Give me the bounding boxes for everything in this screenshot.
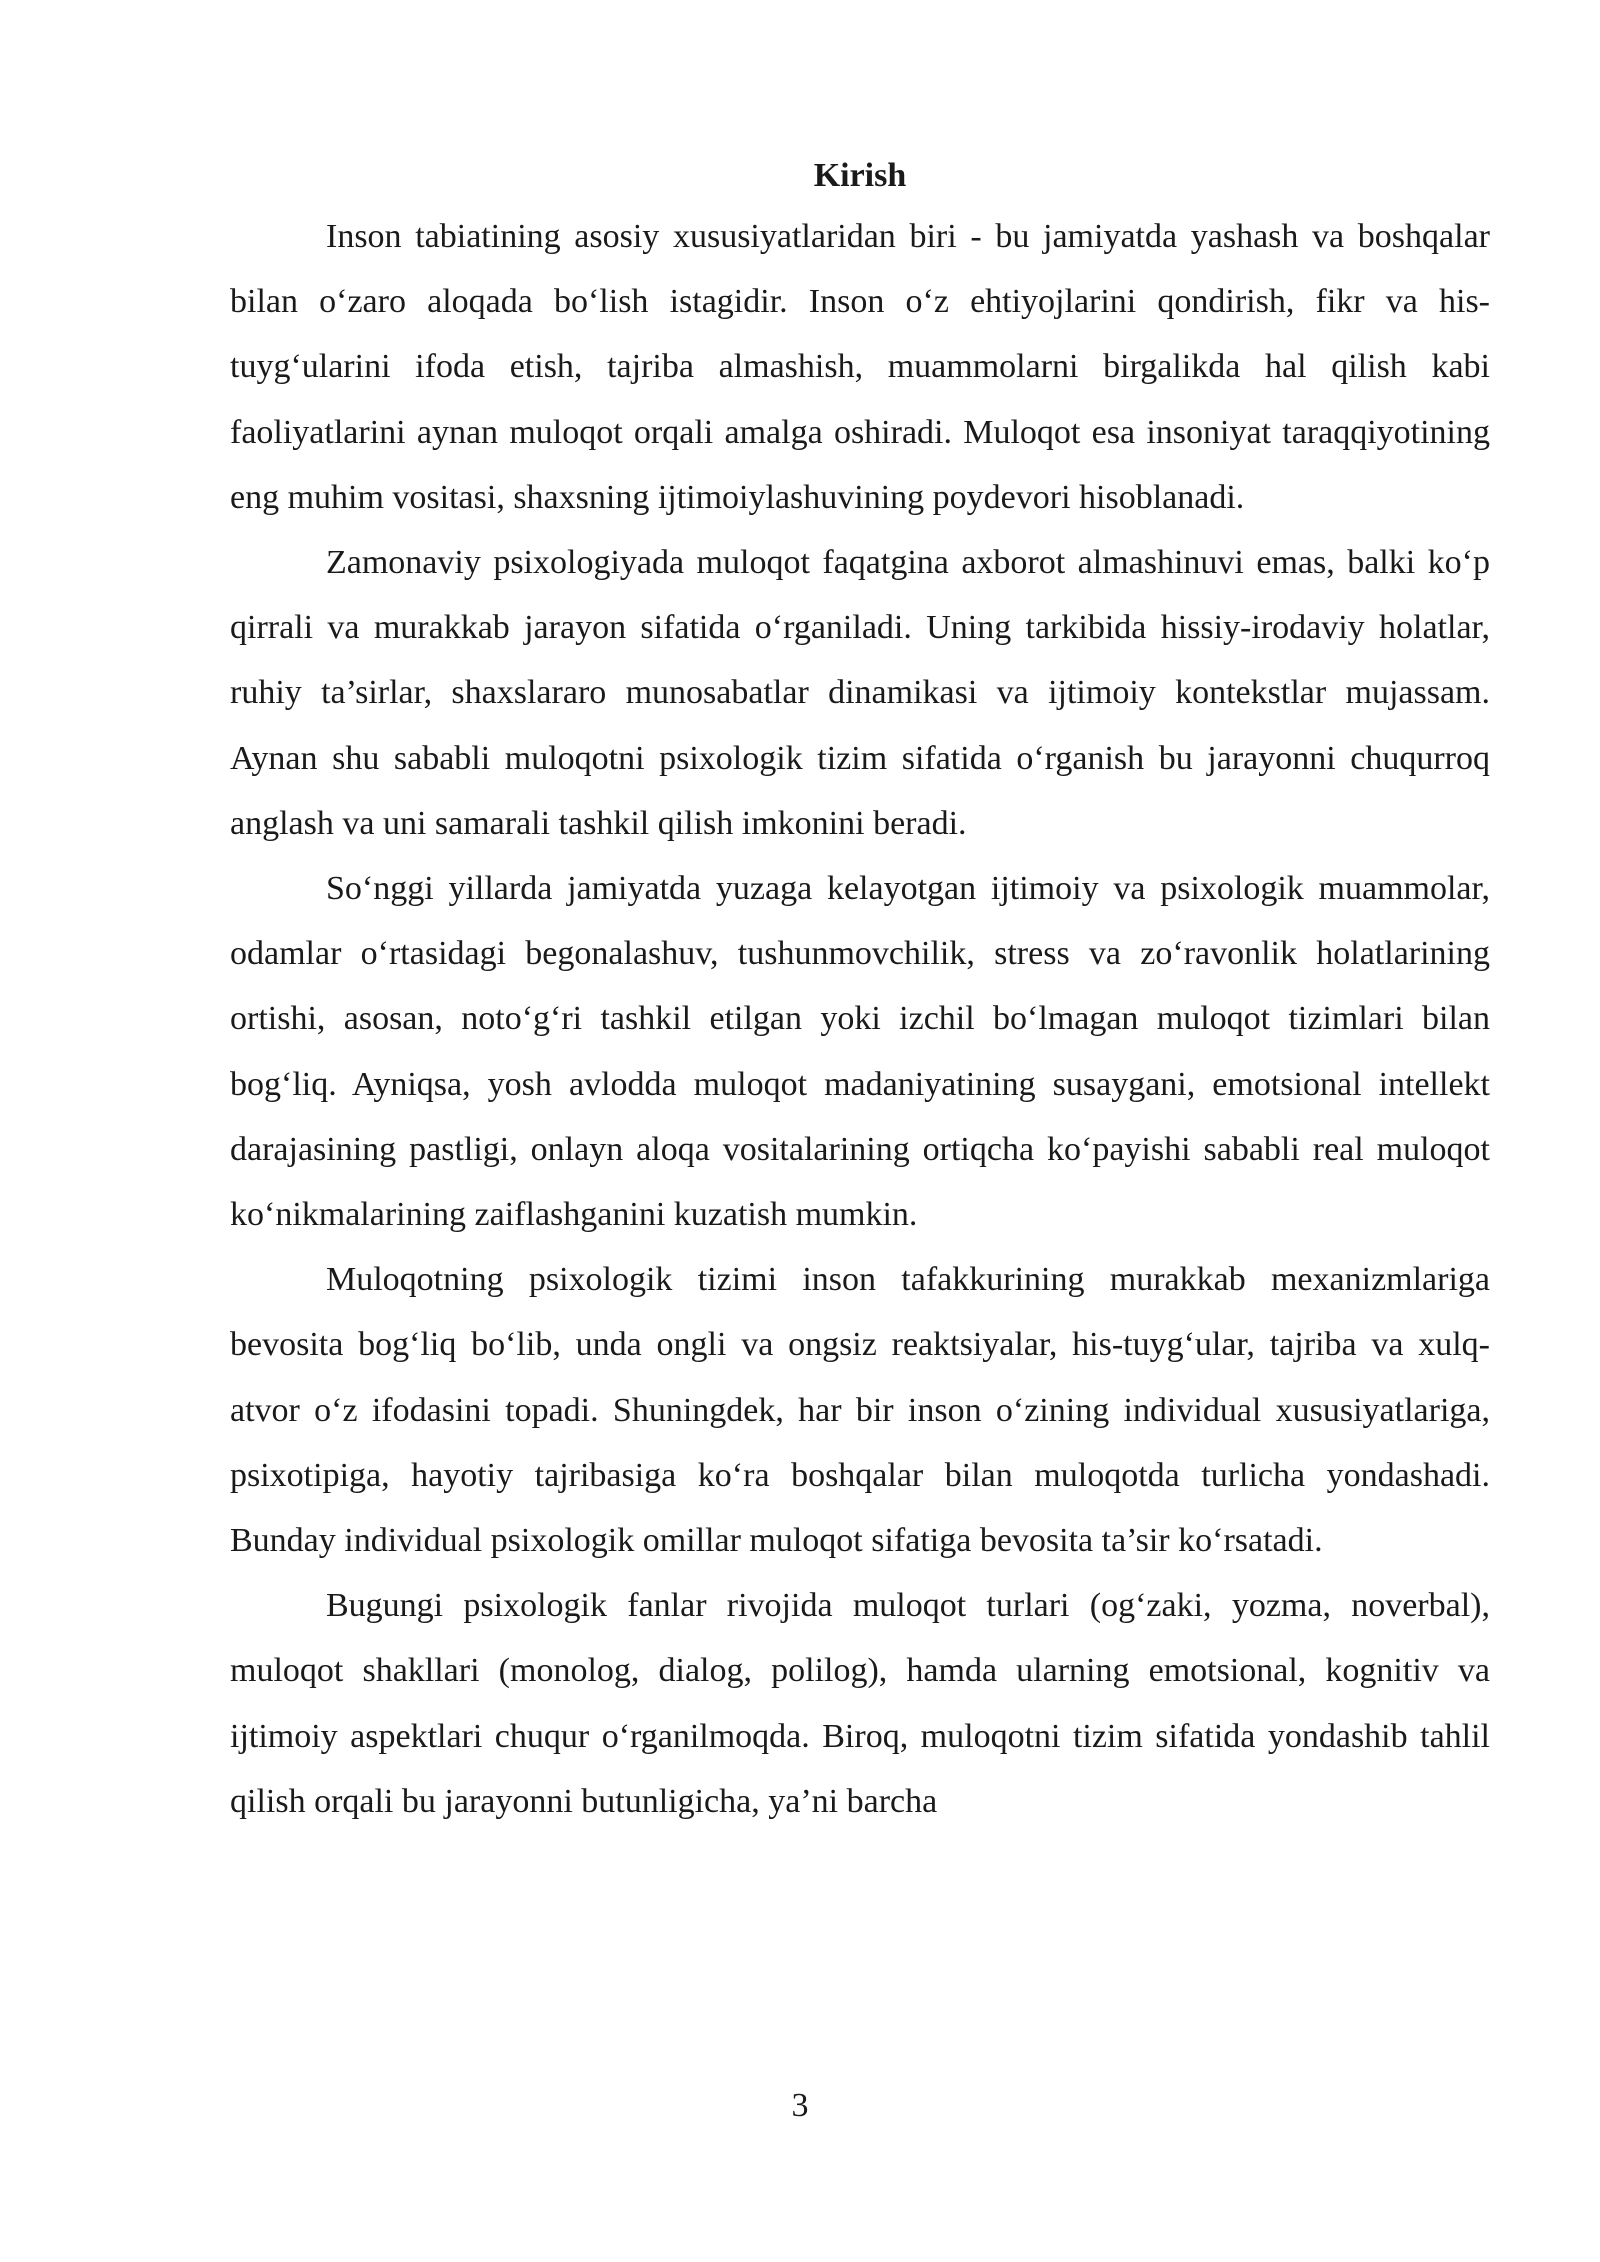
paragraph-2: Zamonaviy psixologiyada muloqot faqatgina axborot almashinuvi emas, balki ko‘p qirrali va murakkab jarayon sifatida o‘rganiladi. Uning tarkibida hissiy-irodaviy holatlar, ruhiy ta’sirlar, shaxslararo munosabatlar dinamikasi va ijtimoiy kontekstlar mujassam. Aynan shu sababli muloqotni psixologik tizim sifatida o‘rganish bu jarayonni chuqurroq anglash va uni samarali tashkil qilish imkonini beradi. — [230, 544, 1490, 842]
page-number: 3 — [791, 2087, 809, 2124]
paragraph-3: So‘nggi yillarda jamiyatda yuzaga kelayotgan ijtimoiy va psixologik muammolar, odamlar o‘rtasidagi begonalashuv, tushunmovchilik, stress va zo‘ravonlik holatlarining ortishi, asosan, noto‘g‘ri tashkil etilgan yoki izchil bo‘lmagan muloqot tizimlari bilan bog‘liq. Ayniqsa, yosh avlodda muloqot madaniyatining susaygani, emotsional intellekt darajasining pastligi, onlayn aloqa vositalarining ortiqcha ko‘payishi sababli real muloqot ko‘nikmalarining zaiflashganini kuzatish mumkin. — [230, 870, 1490, 1234]
paragraph-4: Muloqotning psixologik tizimi inson tafakkurining murakkab mexanizmlariga bevosita bog‘liq bo‘lib, unda ongli va ongsiz reaktsiyalar, his-tuyg‘ular, tajriba va xulq-atvor o‘z ifodasini topadi. Shuningdek, har bir inson o‘zining individual xususiyatlariga, psixotipiga, hayotiy tajribasiga ko‘ra boshqalar bilan muloqotda turlicha yondashadi. Bunday individual psixologik omillar muloqot sifatiga bevosita ta’sir ko‘rsatadi. — [230, 1261, 1490, 1560]
text-block — [230, 148, 1490, 1834]
section-title: Kirish — [813, 157, 907, 194]
paragraph-1: Inson tabiatining asosiy xususiyatlaridan biri - bu jamiyatda yashash va boshqalar bilan o‘zaro aloqada bo‘lish istagidir. Inson o‘z ehtiyojlarini qondirish, fikr va his-tuyg‘ularini ifoda etish, tajriba almashish, muammolarni birgalikda hal qilish kabi faoliyatlarini aynan muloqot orqali amalga oshiradi. Muloqot esa insoniyat taraqqiyotining eng muhim vositasi, shaxsning ijtimoiylashuvining poydevori hisoblanadi. — [230, 218, 1490, 516]
paragraph-5: Bugungi psixologik fanlar rivojida muloqot turlari (og‘zaki, yozma, noverbal), muloqot shakllari (monolog, dialog, polilog), hamda ularning emotsional, kognitiv va ijtimoiy aspektlari chuqur o‘rganilmoqda. Biroq, muloqotni tizim sifatida yondashib tahlil qilish orqali bu jarayonni butunligicha, ya’ni barcha — [230, 1587, 1490, 1820]
